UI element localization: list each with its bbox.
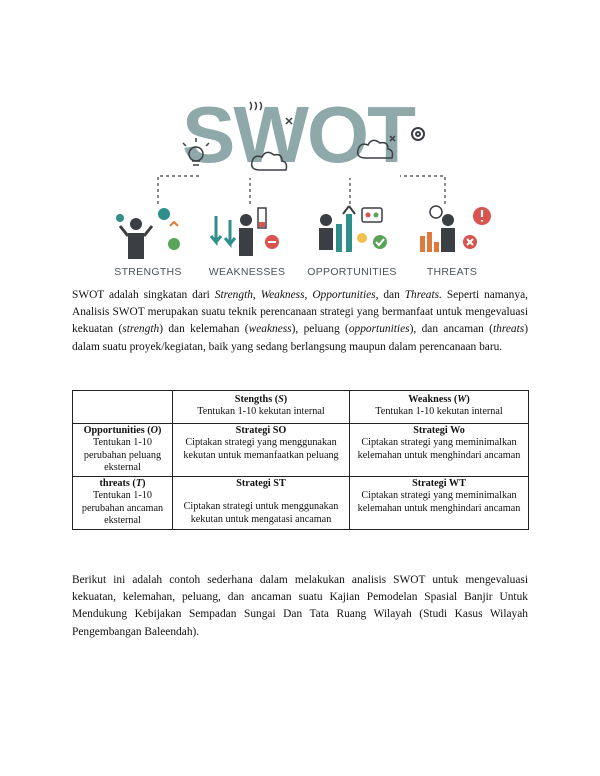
label-opportunities: OPPORTUNITIES [307,266,397,278]
strengths-header-cell: Stengths (S) Tentukan 1-10 kekutan internal [173,391,350,424]
opportunities-label-cell: Opportunities (O) Tentukan 1-10 perubahan peluang eksternal [73,424,173,477]
table-row [73,424,529,477]
connector-lines [158,176,445,204]
swot-title: SWOT [182,96,414,179]
closing-paragraph: Berikut ini adalah contoh sederhana dalam melakukan analisis SWOT untuk mengevaluasi kekuatan, kelemahan, peluang, dan ancaman suatu Kajian Pemodelan Spasial Banjir Untuk Mendukung Kebijakan Sempadan Sungai Dan Tata Ruang Wilayah (Studi Kasus Wilayah Pengembangan Baleendah). [72,574,528,638]
swot-matrix-table [72,390,529,530]
label-weaknesses: WEAKNESSES [208,266,286,278]
strengths-note: Tentukan 1-10 kekutan internal [197,406,325,418]
label-threats: THREATS [426,266,478,278]
empty-corner-cell [73,391,173,424]
opportunities-figure [319,206,387,252]
strategy-wo-cell: Strategi Wo Ciptakan strategi yang meminimalkan kelemahan untuk menghindari ancaman [350,424,529,477]
threats-figure [420,206,491,252]
weakness-header-cell: Weakness (W) Tentukan 1-10 kekutan internal [350,391,529,424]
table-header-row [73,391,529,424]
strategy-so-cell: Strategi SO Ciptakan strategi yang menggunakan kekutan untuk memanfaatkan peluang [173,424,350,477]
label-strengths: STRENGTHS [114,266,182,278]
weaknesses-figure [211,208,279,256]
strategy-wt-cell: Strategi WT Ciptakan strategi yang meminimalkan kelemahan untuk menghindari ancaman [350,477,529,530]
swot-illustration [100,96,500,280]
weakness-note: Tentukan 1-10 kekutan internal [375,406,503,418]
threats-label-cell: threats (T) Tentukan 1-10 perubahan ancaman eksternal [73,477,173,530]
intro-paragraph: SWOT adalah singkatan dari Strength, Weakness, Opportunities, dan Threats. Seperti namanya, Analisis SWOT merupakan suatu teknik perencanaan strategi yang bermanfaat untuk mengevaluasi kekuatan (strength) dan kelemahan (weakness), peluang (opportunities), dan ancaman (threats) dalam suatu proyek/kegiatan, baik yang sedang berlangsung maupun dalam perencanaan baru. [72,289,528,353]
strengths-figure [116,208,180,259]
table-row [73,477,529,530]
strategy-st-cell: Strategi ST Ciptakan strategi untuk menggunakan kekutan untuk mengatasi ancaman [173,477,350,530]
